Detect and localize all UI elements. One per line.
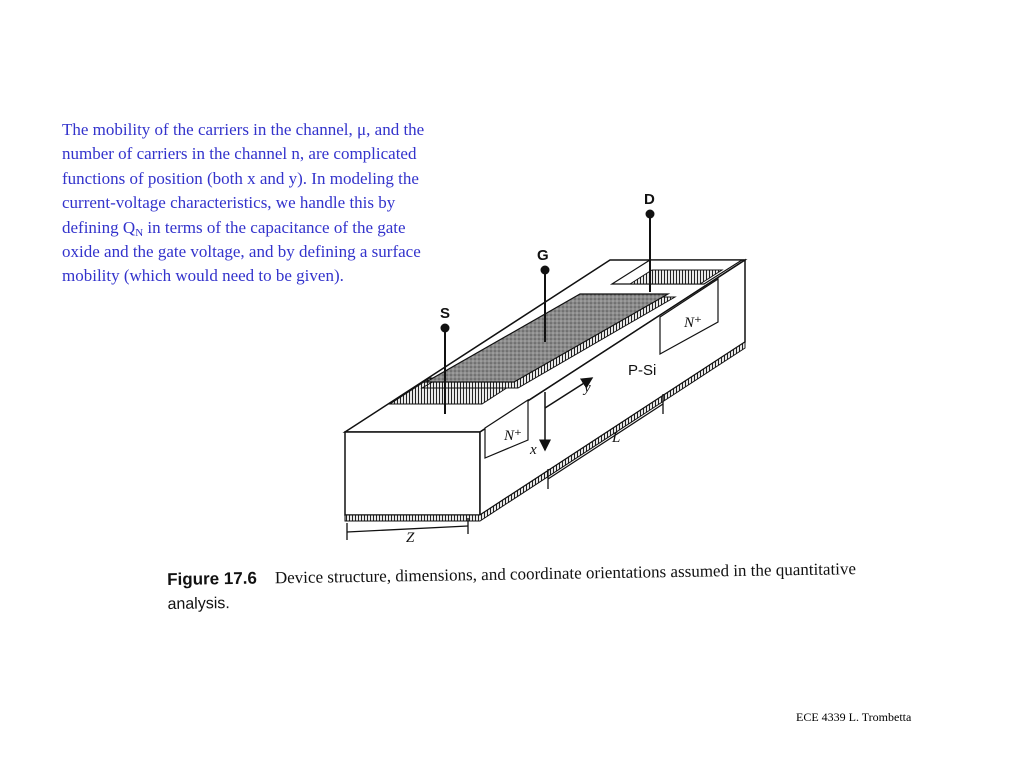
figure-caption	[167, 558, 948, 614]
figure-number: Figure 17.6	[167, 568, 258, 589]
footer-credit: ECE 4339 L. Trombetta	[796, 710, 912, 724]
body-line: mobility (which would need to be given).	[62, 266, 344, 286]
body-line: number of carriers in the channel n, are complicated	[62, 144, 417, 164]
body-line: functions of position (both x and y). In modeling the	[62, 168, 419, 188]
body-line: The mobility of the carriers in the channel, μ, and the	[62, 120, 425, 139]
gate-terminal-label: G	[537, 247, 549, 264]
caption-text-line2: analysis.	[167, 595, 230, 613]
drain-terminal-dot	[646, 210, 655, 219]
body-line: oxide and the gate voltage, and by defining a surface	[62, 242, 421, 262]
length-label: L	[612, 430, 621, 446]
y-axis-label: y	[584, 380, 591, 396]
drain-terminal-label: D	[644, 191, 655, 208]
substrate-label: P-Si	[628, 362, 657, 379]
source-region-label: N⁺	[504, 428, 522, 444]
x-axis-label: x	[530, 442, 537, 458]
gate-terminal-dot	[541, 266, 550, 275]
substrate-front-face	[345, 432, 480, 515]
body-line: defining Q	[62, 217, 136, 237]
source-terminal-dot	[441, 324, 450, 333]
body-line: in terms of the capacitance of the gate	[143, 217, 406, 237]
source-terminal-label: S	[440, 305, 451, 322]
width-label: Z	[406, 530, 415, 546]
mosfet-device-figure	[330, 182, 760, 552]
body-line: current-voltage characteristics, we handle this by	[62, 193, 396, 213]
drain-region-label: N⁺	[684, 315, 702, 331]
caption-text: Device structure, dimensions, and coordinate orientations assumed in the quantitative	[274, 559, 857, 588]
body-subscript: N	[135, 226, 144, 239]
